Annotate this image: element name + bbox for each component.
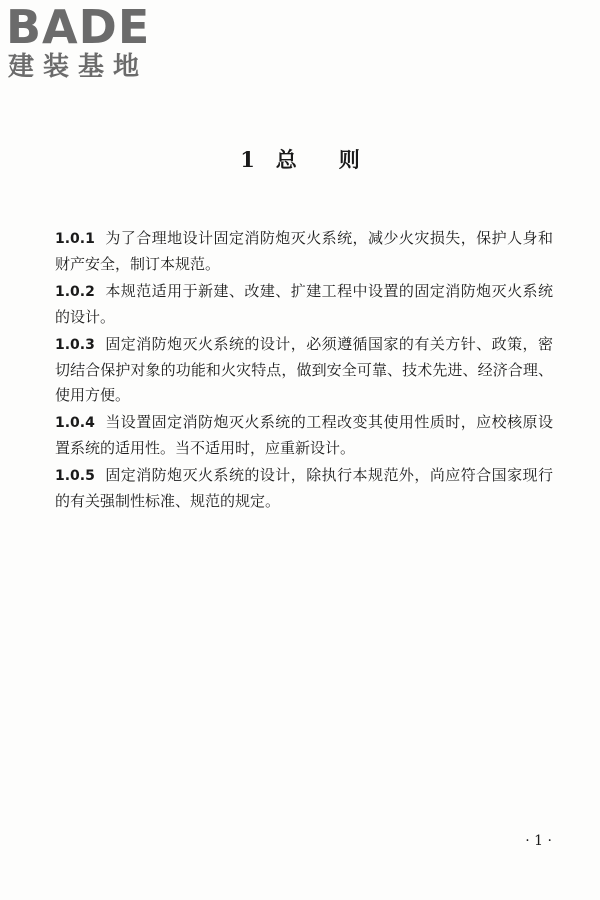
clause-text: 为了合理地设计固定消防炮灭火系统，减少火灾损失，保护人身和财产安全，制订本规范。 bbox=[55, 229, 553, 273]
clause-list bbox=[55, 226, 553, 516]
clause-number: 1.0.4 bbox=[55, 415, 95, 431]
clause-1-0-1 bbox=[55, 226, 553, 277]
clause-number: 1.0.5 bbox=[55, 468, 95, 484]
clause-number: 1.0.1 bbox=[55, 231, 95, 247]
logo-wordmark: BADE bbox=[6, 0, 151, 54]
clause-1-0-4 bbox=[55, 410, 553, 461]
clause-number: 1.0.3 bbox=[55, 337, 95, 353]
bade-logo bbox=[6, 2, 176, 84]
logo-subtitle: 建装基地 bbox=[8, 52, 149, 82]
clause-number: 1.0.2 bbox=[55, 284, 95, 300]
clause-text: 本规范适用于新建、改建、扩建工程中设置的固定消防炮灭火系统的设计。 bbox=[55, 282, 553, 326]
clause-text: 固定消防炮灭火系统的设计，必须遵循国家的有关方针、政策，密切结合保护对象的功能和火灾特点，做到安全可靠、技术先进、经济合理、使用方便。 bbox=[55, 335, 553, 404]
clause-1-0-2 bbox=[55, 279, 553, 330]
page-number: · 1 · bbox=[525, 833, 552, 849]
clause-text: 固定消防炮灭火系统的设计，除执行本规范外，尚应符合国家现行的有关强制性标准、规范的规定。 bbox=[55, 466, 553, 510]
clause-text: 当设置固定消防炮灭火系统的工程改变其使用性质时，应校核原设置系统的适用性。当不适用时，应重新设计。 bbox=[55, 413, 553, 457]
clause-1-0-5 bbox=[55, 463, 553, 514]
chapter-title: 1 总 则 bbox=[240, 147, 360, 172]
clause-1-0-3 bbox=[55, 332, 553, 408]
